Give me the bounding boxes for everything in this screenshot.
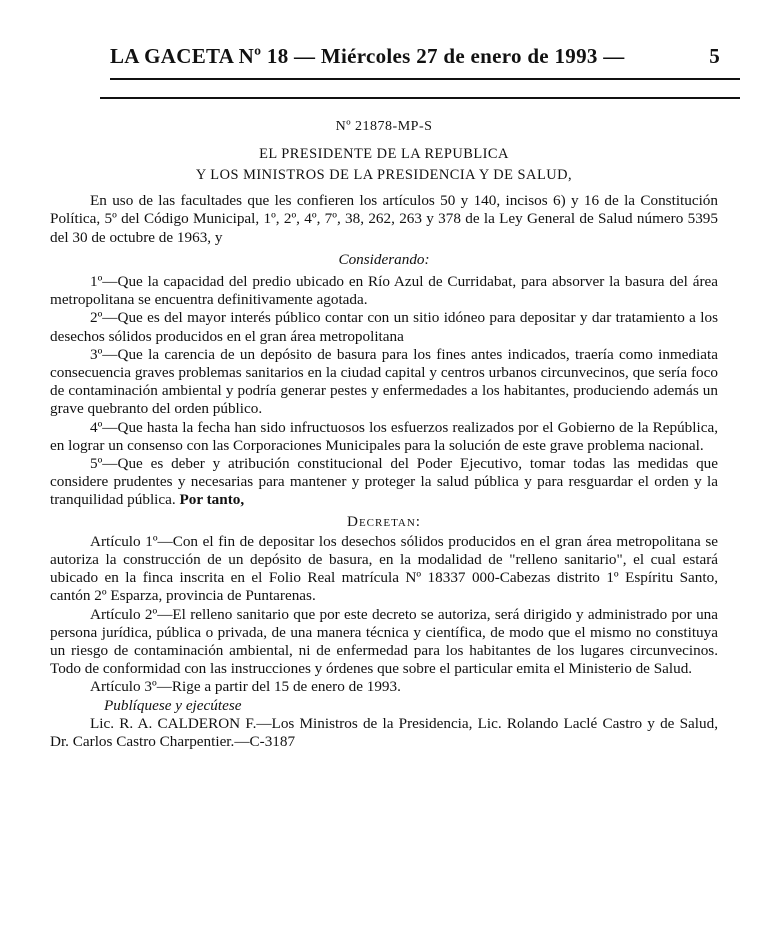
decree-title-line1: EL PRESIDENTE DE LA REPUBLICA: [259, 146, 509, 163]
header-rule: [110, 78, 740, 80]
considerando-4: 4º—Que hasta la fecha han sido infructuosos los esfuerzos realizados por el Gobierno de la República, en lograr un consenso con las Corporaciones Municipales para la solución de este grave problema nacional.: [50, 418, 718, 454]
por-tanto: Por tanto,: [179, 491, 245, 509]
decretan-heading: Decretan:: [346, 512, 422, 530]
header-title: LA GACETA Nº 18 — Miércoles 27 de enero de 1993 —: [110, 44, 625, 68]
considerando-5: [50, 455, 718, 510]
article-2: Artículo 2º—El relleno sanitario que por este decreto se autoriza, será dirigido y administrado por una persona jurídica, pública o privada, de una manera técnica y científica, de modo que el mismo no constituya un riesgo de contaminación ambiental, ni de enfermedad para los habitantes de los lugares circunvecinos. Todo de conformidad con las instrucciones y órdenes que sobre el particular emita el Ministerio de Salud.: [50, 605, 718, 678]
article-1: Artículo 1º—Con el fin de depositar los desechos sólidos producidos en el gran área metropolitana se autoriza la construcción de un depósito de basura, en la modalidad de "relleno sanitario", el cual estará ubicado en la finca inscrita en el Folio Real matrícula Nº 18337 000-Cabezas distrito 1º Espíritu Santo, cantón 2º Esparza, provincia de Puntarenas.: [50, 532, 718, 605]
signature: Lic. R. A. CALDERON F.—Los Ministros de la Presidencia, Lic. Rolando Laclé Castro y de Salud, Dr. Carlos Castro Charpentier.—C-3187: [50, 714, 718, 751]
considerando-heading: Considerando:: [338, 250, 430, 268]
preamble: En uso de las facultades que les confieren los artículos 50 y 140, incisos 6) y 16 de la Constitución Política, 5º del Código Municipal, 1º, 2º, 4º, 7º, 38, 262, 263 y 378 de la Ley General de Salud número 5395 del 30 de octubre de 1963, y: [50, 192, 718, 246]
publiquese: Publíquese y ejecútese: [104, 696, 242, 714]
considerando-1: 1º—Que la capacidad del predio ubicado en Río Azul de Curridabat, para absorver la basura del área metropolitana se encuentra definitivamente agotada.: [50, 273, 718, 309]
considerando-3: 3º—Que la carencia de un depósito de basura para los fines antes indicados, traería como inmediata consecuencia graves problemas sanitarios en la ciudad capital y centros urbanos circunvecinos, que sería foco de contaminación ambiental y podría generar pestes y enfermedades a los habitantes, produciendo además un grave quebranto del orden público.: [50, 345, 718, 418]
section-rule: [100, 97, 740, 99]
considerando-2: 2º—Que es del mayor interés público contar con un sitio idóneo para depositar y dar tratamiento a los desechos sólidos producidos en el gran área metropolitana: [50, 309, 718, 345]
page-header: [110, 44, 720, 69]
decree-body: [50, 118, 718, 751]
page-number: 5: [709, 44, 720, 68]
considerando-5-text: 5º—Que es deber y atribución constitucional del Poder Ejecutivo, tomar todas las medidas que considere prudentes y necesarias para mantener y proteger la salud pública y para resguardar el orden y la tranquilidad pública.: [50, 455, 718, 509]
decree-title-line2: Y LOS MINISTROS DE LA PRESIDENCIA Y DE SALUD,: [195, 167, 573, 184]
article-3: Artículo 3º—Rige a partir del 15 de enero de 1993.: [90, 678, 401, 696]
decree-number: Nº 21878-MP-S: [335, 119, 433, 134]
